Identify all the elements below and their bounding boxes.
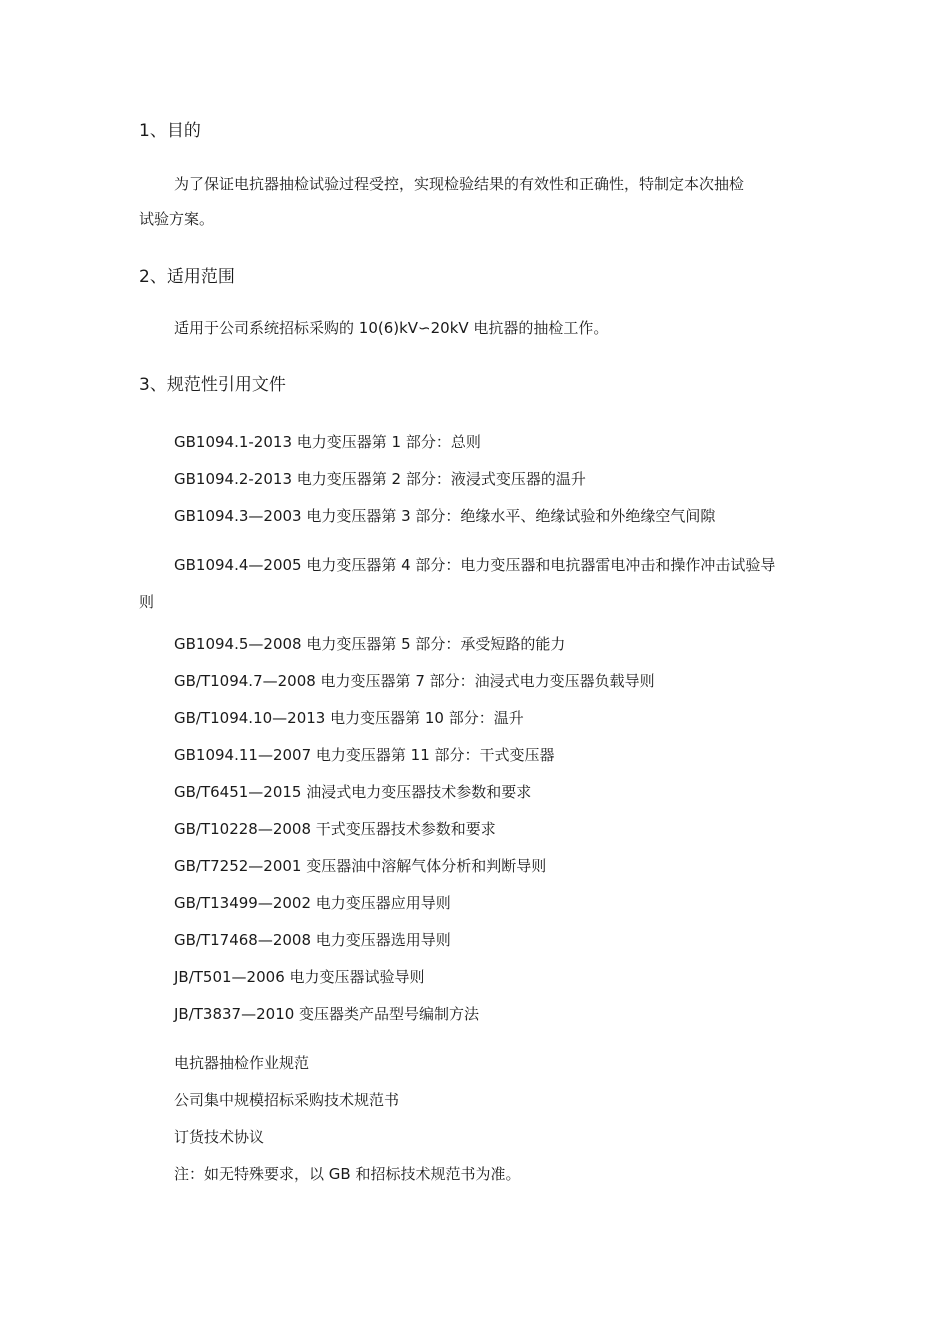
- section-2-paragraph: 适用于公司系统招标采购的 10(6)kV∽20kV 电抗器的抽检工作。: [174, 319, 609, 337]
- reference-item: JB/T3837—2010 变压器类产品型号编制方法: [174, 1005, 480, 1023]
- reference-item: GB/T13499—2002 电力变压器应用导则: [174, 894, 451, 912]
- section-1-paragraph-line-1: 为了保证电抗器抽检试验过程受控，实现检验结果的有效性和正确性，特制定本次抽检: [174, 175, 745, 193]
- note: 注：如无特殊要求，以 GB 和招标技术规范书为准。: [174, 1165, 521, 1183]
- reference-item: GB/T10228—2008 干式变压器技术参数和要求: [174, 820, 496, 838]
- other-reference-item: 公司集中规模招标采购技术规范书: [174, 1091, 400, 1109]
- reference-item: GB/T1094.10—2013 电力变压器第 10 部分：温升: [174, 709, 524, 727]
- reference-item: GB1094.3—2003 电力变压器第 3 部分：绝缘水平、绝缘试验和外绝缘空气间隙: [174, 507, 716, 525]
- reference-item: GB1094.1-2013 电力变压器第 1 部分：总则: [174, 433, 481, 451]
- other-reference-item: 电抗器抽检作业规范: [174, 1054, 310, 1072]
- reference-item-continuation: 则: [139, 593, 155, 611]
- reference-item: GB/T7252—2001 变压器油中溶解气体分析和判断导则: [174, 857, 547, 875]
- section-1-paragraph-line-2: 试验方案。: [139, 210, 215, 228]
- reference-item: GB1094.2-2013 电力变压器第 2 部分：液浸式变压器的温升: [174, 470, 586, 488]
- reference-item: GB1094.11—2007 电力变压器第 11 部分：干式变压器: [174, 746, 555, 764]
- section-1-title: 1、目的: [139, 121, 201, 141]
- section-2-title: 2、适用范围: [139, 267, 235, 287]
- reference-item: GB1094.5—2008 电力变压器第 5 部分：承受短路的能力: [174, 635, 566, 653]
- section-3-title: 3、规范性引用文件: [139, 375, 286, 395]
- reference-item: GB/T6451—2015 油浸式电力变压器技术参数和要求: [174, 783, 532, 801]
- reference-item: GB/T17468—2008 电力变压器选用导则: [174, 931, 451, 949]
- other-reference-item: 订货技术协议: [174, 1128, 265, 1146]
- reference-item: GB1094.4—2005 电力变压器第 4 部分：电力变压器和电抗器雷电冲击和操作冲击试验导: [174, 556, 776, 574]
- reference-item: GB/T1094.7—2008 电力变压器第 7 部分：油浸式电力变压器负载导则: [174, 672, 655, 690]
- reference-item: JB/T501—2006 电力变压器试验导则: [174, 968, 425, 986]
